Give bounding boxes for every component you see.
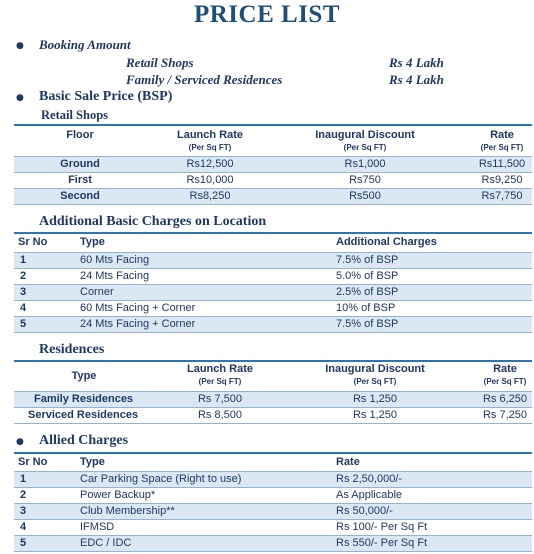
- bsp-header-rate-sub: (Per Sq FT): [480, 143, 524, 152]
- bsp-rate: Rs11,500: [478, 158, 526, 170]
- bullet-icon: ●: [16, 41, 24, 51]
- allied-header-sr: Sr No: [18, 456, 48, 468]
- res-header-launch: Launch Rate: [186, 363, 253, 375]
- allied-sr: 3: [20, 505, 27, 517]
- row-rule: [14, 316, 532, 317]
- res-header-discount: Inaugural Discount: [325, 363, 425, 375]
- bsp-launch: Rs12,500: [186, 158, 234, 170]
- row-rule: [14, 471, 532, 472]
- location-type: 24 Mts Facing: [80, 270, 150, 282]
- location-type: 60 Mts Facing: [80, 254, 150, 266]
- allied-rate: Rs 2,50,000/-: [336, 473, 403, 485]
- allied-label: Allied Charges: [39, 433, 129, 448]
- row-rule: [14, 407, 532, 408]
- bsp-header-launch-sub: (Per Sq FT): [188, 143, 232, 152]
- bsp-discount: Rs750: [349, 174, 381, 186]
- allied-rate: Rs 50,000/-: [336, 505, 393, 517]
- bsp-header-rate: Rate: [490, 129, 514, 141]
- location-charge: 5.0% of BSP: [336, 270, 399, 282]
- bsp-floor: Second: [60, 190, 100, 202]
- res-header-discount-sub: (Per Sq FT): [353, 377, 397, 386]
- row-rule: [14, 252, 532, 253]
- bsp-header-floor: Floor: [66, 129, 94, 141]
- location-sr: 3: [20, 286, 27, 298]
- res-type: Family Residences: [34, 393, 134, 405]
- location-header-sr: Sr No: [18, 236, 48, 248]
- allied-rate: Rs 100/- Per Sq Ft: [336, 521, 428, 533]
- row-rule: [14, 156, 532, 157]
- booking-residence-amount: Rs 4 Lakh: [389, 72, 444, 87]
- bsp-floor: First: [68, 174, 92, 186]
- page-title: PRICE LIST: [193, 1, 340, 28]
- bsp-header-discount: Inaugural Discount: [315, 129, 415, 141]
- row-rule: [14, 423, 532, 424]
- location-charge: 7.5% of BSP: [336, 318, 399, 330]
- allied-header-type: Type: [80, 456, 105, 468]
- row-rule: [14, 172, 532, 173]
- res-discount: Rs 1,250: [352, 393, 398, 405]
- allied-sr: 1: [20, 473, 27, 485]
- location-sr: 2: [20, 270, 27, 282]
- booking-residence-name: Family / Serviced Residences: [126, 72, 283, 87]
- booking-label: Booking Amount: [39, 37, 131, 52]
- allied-sr: 5: [20, 537, 27, 549]
- allied-rate: Rs 550/- Per Sq Ft: [336, 537, 428, 549]
- location-sr: 5: [20, 318, 27, 330]
- bsp-floor: Ground: [60, 158, 100, 170]
- bsp-launch: Rs10,000: [186, 174, 234, 186]
- res-launch: Rs 8,500: [197, 409, 243, 421]
- row-rule: [14, 204, 532, 205]
- bsp-rate: Rs7,750: [481, 190, 523, 202]
- allied-type: IFMSD: [80, 521, 115, 533]
- row-rule: [14, 284, 532, 285]
- res-header-type: Type: [71, 370, 97, 382]
- res-launch: Rs 7,500: [197, 393, 243, 405]
- bsp-discount: Rs1,000: [344, 158, 386, 170]
- location-type: Corner: [80, 286, 114, 298]
- res-discount: Rs 1,250: [352, 409, 398, 421]
- bullet-icon: ●: [16, 93, 24, 103]
- bullet-icon: ●: [16, 437, 24, 447]
- row-rule: [14, 332, 532, 333]
- residences-label: Residences: [39, 342, 105, 357]
- bsp-header-discount-sub: (Per Sq FT): [343, 143, 387, 152]
- row-rule: [14, 535, 532, 536]
- divider: [14, 124, 532, 126]
- res-rate: Rs 6,250: [482, 393, 528, 405]
- location-type: 24 Mts Facing + Corner: [80, 318, 196, 330]
- location-type: 60 Mts Facing + Corner: [80, 302, 196, 314]
- row-rule: [14, 268, 532, 269]
- row-rule: [14, 503, 532, 504]
- res-header-rate-sub: (Per Sq FT): [483, 377, 527, 386]
- allied-sr: 4: [20, 521, 27, 533]
- location-label: Additional Basic Charges on Location: [39, 214, 267, 229]
- allied-sr: 2: [20, 489, 27, 501]
- retail-shops-label: Retail Shops: [41, 108, 109, 122]
- row-rule: [14, 188, 532, 189]
- row-rule: [14, 391, 532, 392]
- res-header-rate: Rate: [493, 363, 517, 375]
- res-header-launch-sub: (Per Sq FT): [198, 377, 242, 386]
- row-rule: [14, 551, 532, 552]
- divider: [14, 452, 532, 454]
- allied-type: Car Parking Space (Right to use): [80, 473, 242, 485]
- location-sr: 1: [20, 254, 27, 266]
- location-header-charges: Additional Charges: [336, 236, 437, 248]
- row-rule: [14, 300, 532, 301]
- booking-retail-amount: Rs 4 Lakh: [389, 55, 444, 70]
- bsp-label: Basic Sale Price (BSP): [39, 89, 173, 104]
- bsp-rate: Rs9,250: [481, 174, 523, 186]
- allied-type: Club Membership**: [80, 505, 175, 517]
- allied-header-rate: Rate: [336, 456, 360, 468]
- divider: [14, 360, 532, 362]
- allied-rate: As Applicable: [336, 489, 403, 501]
- row-rule: [14, 519, 532, 520]
- res-type: Serviced Residences: [28, 409, 139, 421]
- allied-type: Power Backup*: [80, 489, 156, 501]
- location-charge: 10% of BSP: [336, 302, 396, 314]
- booking-retail-name: Retail Shops: [126, 55, 194, 70]
- location-sr: 4: [20, 302, 27, 314]
- allied-type: EDC / IDC: [80, 537, 132, 549]
- row-rule: [14, 487, 532, 488]
- res-rate: Rs 7,250: [482, 409, 528, 421]
- bsp-header-launch: Launch Rate: [176, 129, 243, 141]
- bsp-discount: Rs500: [349, 190, 381, 202]
- bsp-launch: Rs8,250: [189, 190, 231, 202]
- divider: [14, 232, 532, 234]
- location-charge: 2.5% of BSP: [336, 286, 399, 298]
- location-charge: 7.5% of BSP: [336, 254, 399, 266]
- location-header-type: Type: [80, 236, 105, 248]
